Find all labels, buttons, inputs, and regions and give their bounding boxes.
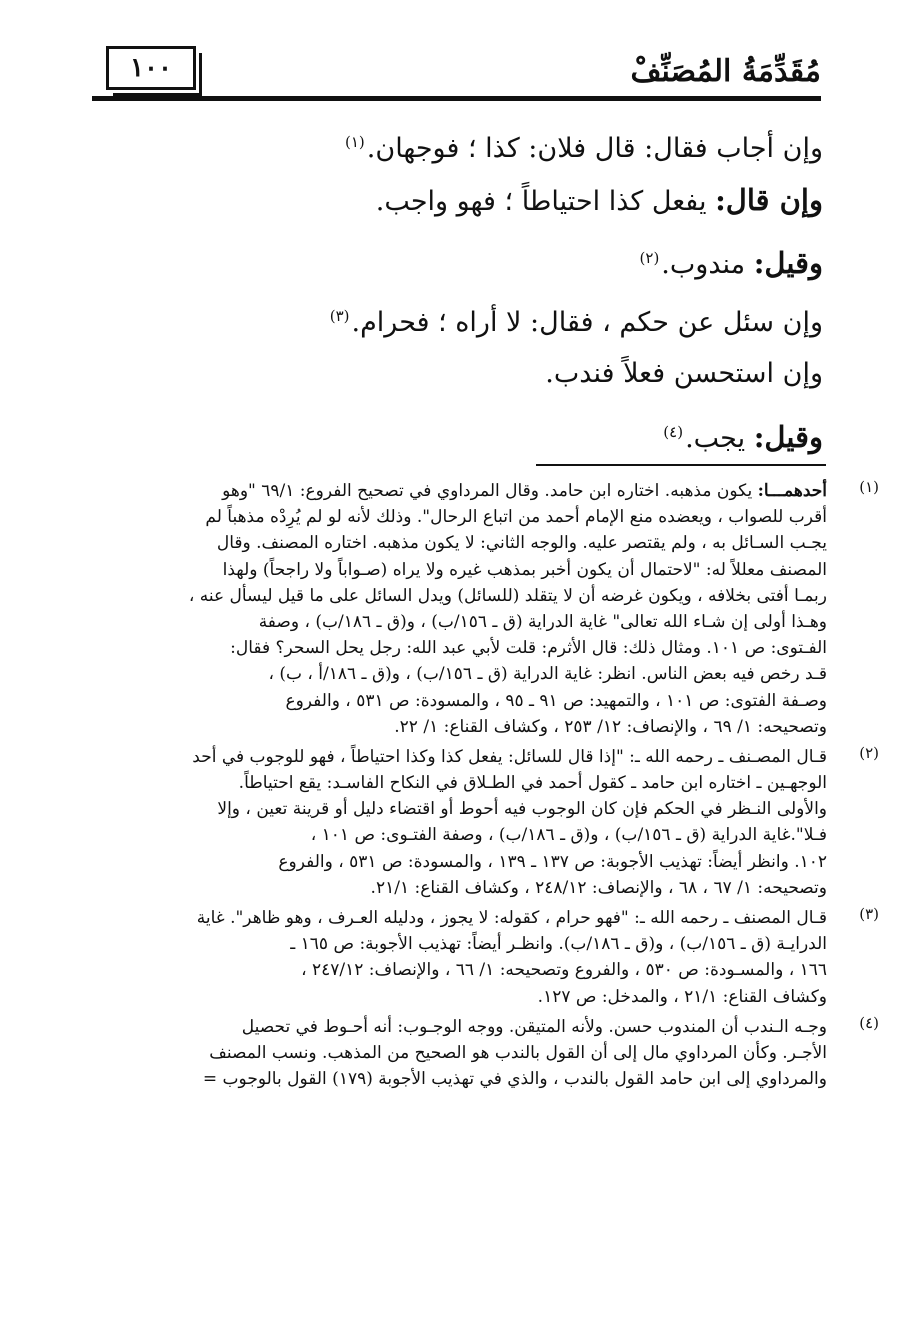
main-line-lead: وقيل: (753, 246, 823, 280)
footnote-reference[interactable]: (٢) (639, 249, 660, 267)
footnote-line (92, 504, 827, 530)
footnote-text: فـلا".غاية الدراية (ق ـ ١٥٦/ب) ، و(ق ـ ١٨٦/ب) ، وصفة الفتـوى: ص ١٠١ ، (310, 825, 827, 846)
footnote (92, 743, 879, 901)
footnote-text: ربمـا أفتى بخلافه ، ويكون غرضه أن لا يتقلد (للسائل) ويدل السائل على ما قيل ليسأل عنه ، (188, 585, 827, 606)
footnote-text: الوجهـين ـ اختاره ابن حامد ـ كقول أحمد في الطـلاق في النكاح الفاسـد: يقع احتياطاً. (238, 773, 827, 794)
footnote-number: (٤) (859, 1013, 879, 1032)
footnote-reference[interactable]: (٤) (663, 423, 684, 441)
footnote-number: (٣) (859, 905, 879, 923)
footnote-line (92, 1014, 827, 1040)
main-line-text: يفعل كذا احتياطاً ؛ فهو واجب. (375, 186, 716, 217)
footnote-line (92, 984, 827, 1010)
footnote-line (92, 1040, 827, 1066)
footnote-line (92, 688, 827, 714)
header-rule (92, 96, 821, 101)
footnote-line (92, 770, 827, 796)
footnote-text: وتصحيحه: ١/ ٦٧ ، ٦٨ ، والإنصاف: ٢٤٨/١٢ ، وكشاف القناع: ٢١/١. (370, 877, 827, 898)
footnote-line (92, 905, 827, 931)
footnote-separator (536, 464, 826, 466)
footnotes (92, 478, 879, 1096)
footnote-text: وجـه الـندب أن المندوب حسن. ولأنه المتيقن. ووجه الوجـوب: أنه أحـوط في تحصيل (241, 1016, 827, 1037)
main-line (88, 238, 823, 278)
footnote-text: ١٠٢. وانظر أيضاً: تهذيب الأجوبة: ص ١٣٧ ـ ١٣٩ ، والمسودة: ص ٥٣١ ، والفروع (278, 851, 827, 872)
footnote-text: قـد رخص فيه بعض الناس. انظر: غاية الدراية (ق ـ ١٥٦/ب) ، و(ق ـ ١٨٦/أ ، ب) ، (268, 664, 827, 685)
footnote-text: يجـب السـائل به ، ولم يقتصر عليه. والوجه الثاني: لا يكون مذهبه. اختاره المصنف. وقال (216, 533, 827, 554)
footnote-line (92, 875, 827, 901)
footnote-lead: أحدهمـــا: (757, 481, 827, 501)
footnote (92, 478, 879, 740)
footnote-line (92, 796, 827, 822)
footnote-text: وكشاف القناع: ٢١/١ ، والمدخل: ص ١٢٧. (537, 986, 827, 1007)
footnote-line (92, 661, 827, 687)
footnote-text: وصـفة الفتوى: ص ١٠١ ، والتمهيد: ص ٩١ ـ ٩٥ ، والمسودة: ص ٥٣١ ، والفروع (285, 690, 827, 711)
main-line-lead: وإن قال: (715, 183, 823, 217)
main-line (88, 296, 823, 336)
footnote-text: الفـتوى: ص ١٠١. ومثال ذلك: قال الأثرم: قلت لأبي عبد الله: رجل يحل السحر؟ فقال: (230, 638, 827, 659)
main-text (88, 122, 823, 470)
main-line (88, 412, 823, 452)
footnote-number: (٢) (859, 743, 879, 762)
footnote-text: والأولى النـظر في الحكم فإن كان الوجوب فيه أحوط أو اقتضاء دليل أو قرينة تعين ، وإلا (217, 799, 827, 820)
footnote-text: أقرب للصواب ، ويعضده منع الإمام أحمد من اتباع الرحال". وذلك لأنه لو لم يُرِدْه مذهباً لم (205, 507, 827, 528)
footnote-line (92, 583, 827, 609)
main-line-text: يجب. (685, 423, 754, 454)
footnote (92, 905, 879, 1010)
footnote-text: وتصحيحه: ١/ ٦٩ ، والإنصاف: ١٢/ ٢٥٣ ، وكشاف القناع: ١/ ٢٢. (394, 716, 827, 737)
footnote-reference[interactable]: (٣) (329, 307, 350, 325)
page-header (92, 40, 821, 110)
footnote-line (92, 530, 827, 556)
main-line (88, 354, 823, 394)
footnote (92, 1013, 879, 1093)
page-number: ١٠٠ (130, 53, 172, 83)
main-line-text: وإن أجاب فقال: قال فلان: كذا ؛ فوجهان. (366, 133, 823, 164)
footnote-text: ١٦٦ ، والمسـودة: ص ٥٣٠ ، والفروع وتصحيحه: ١/ ٦٦ ، والإنصاف: ٢٤٧/١٢ ، (301, 960, 827, 981)
footnote-line (92, 478, 827, 504)
main-line-text: وإن سئل عن حكم ، فقال: لا أراه ؛ فحرام. (351, 307, 823, 338)
footnote-text: قـال المصـنف ـ رحمه الله ـ: "إذا قال للسائل: يفعل كذا وكذا احتياطاً ، فهو للوجوب في أحد (192, 746, 827, 767)
footnote-line (92, 931, 827, 957)
footnote-text: وهـذا أولى إن شـاء الله تعالى" غاية الدراية (ق ـ ١٥٦/ب) ، و(ق ـ ١٨٦/ب) ، وصفة (258, 611, 827, 632)
footnote-line (92, 957, 827, 983)
footnote-line (92, 635, 827, 661)
main-line-text: وإن استحسن فعلاً فندب. (545, 358, 823, 389)
footnote-text: الأجـر. وكأن المرداوي مال إلى أن القول بالندب هو الصحيح من المذهب. ونسب المصنف (209, 1042, 827, 1063)
footnote-reference[interactable]: (١) (345, 133, 365, 151)
footnote-line (92, 557, 827, 583)
main-line-text: مندوب. (661, 249, 754, 280)
main-line-lead: وقيل: (753, 420, 823, 454)
footnote-line (92, 609, 827, 635)
footnote-line (92, 714, 827, 740)
footnote-line (92, 822, 827, 848)
footnote-text: والمرداوي إلى ابن حامد القول بالندب ، والذي في تهذيب الأجوبة (١٧٩) القول بالوجوب = (202, 1069, 827, 1090)
footnote-line (92, 1066, 827, 1092)
footnote-line (92, 849, 827, 875)
footnote-text: يكون مذهبه. اختاره ابن حامد. وقال المرداوي في تصحيح الفروع: ٦٩/١ "وهو (222, 481, 758, 501)
footnote-line (92, 744, 827, 770)
footnote-number: (١) (859, 478, 879, 496)
main-line (88, 122, 823, 162)
footnote-text: المصنف معللاً له: "لاحتمال أن يكون أخبر بمذهب غيره ولا يراه (صـواباً ولا راجحاً) ولهذا (222, 559, 827, 580)
footnote-text: قـال المصنف ـ رحمه الله ـ: "فهو حرام ، كقوله: لا يجوز ، ودليله العـرف ، وهو ظاهر". غاية (196, 908, 827, 928)
page-number-box (106, 46, 196, 90)
main-line (88, 180, 823, 220)
running-title: مُقَدِّمَةُ المُصَنِّفْ (630, 54, 821, 89)
footnote-text: الدرايـة (ق ـ ١٥٦/ب) ، و(ق ـ ١٨٦/ب). وانظـر أيضاً: تهذيب الأجوبة: ص ١٦٥ ـ (290, 934, 827, 955)
